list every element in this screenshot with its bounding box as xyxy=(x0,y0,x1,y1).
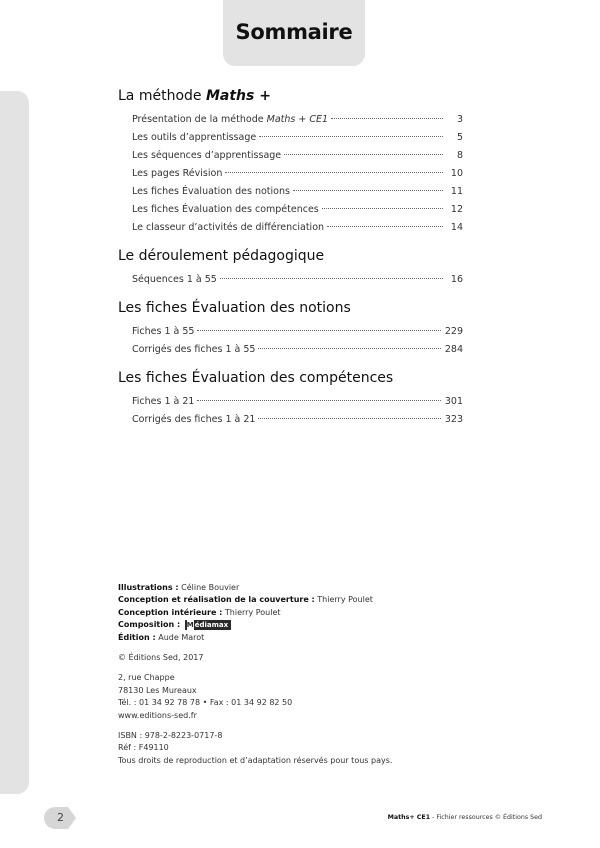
leader-dots xyxy=(259,136,443,137)
toc-section-title[interactable]: Le déroulement pédagogique xyxy=(118,248,325,264)
side-bar xyxy=(0,91,29,794)
toc-section-eval-notions xyxy=(118,299,463,359)
toc-entry-page: 16 xyxy=(450,274,463,285)
toc-entry-label: Corrigés des fiches 1 à 55 xyxy=(132,344,256,355)
toc-entry-page: 323 xyxy=(444,414,463,425)
toc-entry-page: 3 xyxy=(456,114,463,125)
leader-dots xyxy=(225,172,443,173)
page-footer xyxy=(388,814,542,821)
toc-entry-page: 11 xyxy=(450,186,463,197)
reference: Réf : F49110 xyxy=(118,743,169,753)
toc-entry[interactable] xyxy=(132,111,463,129)
toc-section-deroulement xyxy=(118,247,463,289)
toc-entry-label: Fiches 1 à 55 xyxy=(132,326,195,337)
toc-entry-label: Les outils d’apprentissage xyxy=(132,132,257,143)
copyright: © Éditions Sed, 2017 xyxy=(118,653,204,663)
toc-entry[interactable] xyxy=(132,183,463,201)
toc-entry[interactable] xyxy=(132,341,463,359)
toc-entry-page: 12 xyxy=(450,204,463,215)
leader-dots xyxy=(284,154,443,155)
toc-entry-label: Les fiches Évaluation des compétences xyxy=(132,204,319,215)
credit-edition: Édition : Aude Marot xyxy=(118,632,205,642)
page-number-badge xyxy=(43,806,77,830)
toc-entry-label: Le classeur d’activités de différenciation xyxy=(132,222,325,233)
toc-entry-label: Les fiches Évaluation des notions xyxy=(132,186,290,197)
credits-block xyxy=(118,582,478,767)
table-of-contents xyxy=(118,87,463,437)
toc-entry-page: 10 xyxy=(450,168,463,179)
address-line-2: 78130 Les Mureaux xyxy=(118,685,197,695)
leader-dots xyxy=(220,278,443,279)
toc-section-title[interactable]: La méthode Maths + xyxy=(118,88,271,104)
toc-entry-label: Fiches 1 à 21 xyxy=(132,396,195,407)
toc-section-eval-competences xyxy=(118,369,463,429)
toc-entry[interactable] xyxy=(132,165,463,183)
leader-dots xyxy=(258,418,440,419)
leader-dots xyxy=(331,118,443,119)
toc-entry-label: Présentation de la méthode Maths + CE1 xyxy=(132,114,329,125)
leader-dots xyxy=(327,226,443,227)
leader-dots xyxy=(258,348,440,349)
toc-entry[interactable] xyxy=(132,323,463,341)
toc-entry-label: Les pages Révision xyxy=(132,168,223,179)
credit-cover: Conception et réalisation de la couverture : Thierry Poulet xyxy=(118,595,373,605)
rights-notice: Tous droits de reproduction et d’adaptation réservés pour tous pays. xyxy=(118,755,393,765)
title-tab xyxy=(223,0,365,66)
toc-entry-page: 5 xyxy=(456,132,463,143)
phone-fax: Tél. : 01 34 92 78 78 • Fax : 01 34 92 82 50 xyxy=(118,698,293,708)
toc-entry[interactable] xyxy=(132,271,463,289)
toc-section-methode xyxy=(118,87,463,237)
toc-entry-page: 229 xyxy=(444,326,463,337)
credit-interior: Conception intérieure : Thierry Poulet xyxy=(118,607,281,617)
page-number: 2 xyxy=(57,811,64,824)
toc-entry-page: 301 xyxy=(444,396,463,407)
toc-entry-page: 8 xyxy=(456,150,463,161)
leader-dots xyxy=(322,208,443,209)
page-title: Sommaire xyxy=(235,20,353,44)
toc-entry[interactable] xyxy=(132,393,463,411)
toc-entry[interactable] xyxy=(132,219,463,237)
mediamax-logo: Médiamax xyxy=(185,620,231,630)
toc-entry-label: Corrigés des fiches 1 à 21 xyxy=(132,414,256,425)
toc-section-title[interactable]: Les fiches Évaluation des compétences xyxy=(118,370,394,386)
website-link[interactable]: www.editions-sed.fr xyxy=(118,710,197,720)
toc-entry-label: Séquences 1 à 55 xyxy=(132,274,217,285)
leader-dots xyxy=(197,330,440,331)
address-line-1: 2, rue Chappe xyxy=(118,673,175,683)
credit-illustrations: Illustrations : Céline Bouvier xyxy=(118,583,240,592)
toc-entry[interactable] xyxy=(132,411,463,429)
toc-section-title[interactable]: Les fiches Évaluation des notions xyxy=(118,300,351,316)
toc-entry[interactable] xyxy=(132,201,463,219)
toc-entry-label: Les séquences d’apprentissage xyxy=(132,150,282,161)
leader-dots xyxy=(293,190,443,191)
isbn: ISBN : 978-2-8223-0717-8 xyxy=(118,731,223,741)
footer-book-title: Maths+ CE1 xyxy=(387,814,431,821)
toc-entry[interactable] xyxy=(132,129,463,147)
footer-text: - Fichier ressources © Éditions Sed xyxy=(430,814,542,821)
toc-entry-page: 284 xyxy=(444,344,463,355)
credit-composition: Composition : Médiamax xyxy=(118,619,478,631)
toc-entry-page: 14 xyxy=(450,222,463,233)
leader-dots xyxy=(197,400,440,401)
toc-entry[interactable] xyxy=(132,147,463,165)
